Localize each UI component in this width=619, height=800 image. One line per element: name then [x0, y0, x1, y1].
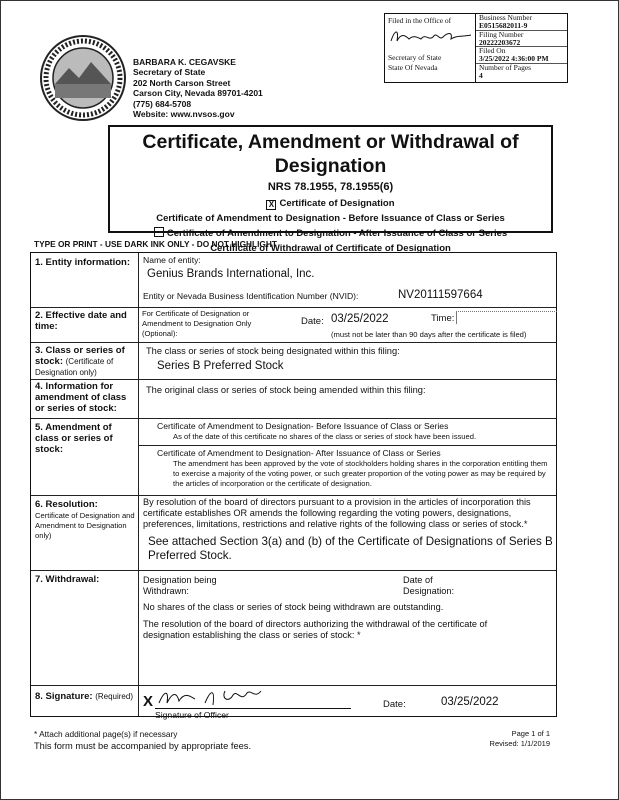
- time-label: Time:: [431, 313, 455, 324]
- section4-label: 4. Information for amendment of class or series of stock:: [35, 381, 127, 414]
- filed-on-label: Filed On: [479, 46, 506, 55]
- withdrawal-resolution-text: The resolution of the board of directors authorizing the withdrawal of the certificate of designation establishing the class or series of stock: *: [143, 619, 488, 640]
- nevada-seal-icon: [39, 34, 127, 122]
- date-label: Date:: [301, 316, 324, 327]
- original-class-field[interactable]: [143, 399, 553, 415]
- section5-label: 5. Amendment of class or series of stock:: [35, 422, 113, 455]
- amendment-before-title: Certificate of Amendment to Designation- Before Issuance of Class or Series: [157, 421, 449, 431]
- secretary-label: Secretary of State: [388, 53, 442, 62]
- designation-date-label[interactable]: Date of Designation:: [403, 575, 455, 596]
- signature-of-officer-label: Signature of Officer: [155, 710, 229, 720]
- phone: (775) 684-5708: [133, 98, 192, 109]
- nvid-field[interactable]: NV20111597664: [398, 289, 483, 301]
- option-label: Certificate of Withdrawal of Certificate of Designation: [210, 243, 451, 254]
- official-name: BARBARA K. CEGAVSKE: [133, 57, 236, 67]
- section3-label: 3. Class or series of stock:: [35, 345, 125, 367]
- attach-note: * Attach additional page(s) if necessary: [34, 729, 178, 739]
- effective-time-field[interactable]: [456, 311, 557, 324]
- filed-on: 3/25/2022 4:36:00 PM: [479, 54, 549, 63]
- pages-label: Number of Pages: [479, 62, 532, 72]
- instruction-text: TYPE OR PRINT - USE DARK INK ONLY - DO NOT HIGHLIGHT: [34, 239, 277, 249]
- secretary-signature-icon: [387, 27, 475, 45]
- business-number: E0515682011-9: [479, 21, 528, 30]
- form-table: [30, 252, 557, 720]
- amendment-after-title: Certificate of Amendment to Designation- After Issuance of Class or Series: [157, 448, 441, 458]
- entity-name-label: Name of entity:: [143, 255, 201, 265]
- resolution-field[interactable]: See attached Section 3(a) and (b) of the Certificate of Designations of Series B Preferred Stock.: [148, 535, 553, 562]
- amendment-before-text: As of the date of this certificate no shares of the class or series of stock have been issued.: [173, 432, 477, 441]
- section7-label: 7. Withdrawal:: [35, 574, 100, 585]
- nrs-reference: NRS 78.1955, 78.1955(6): [267, 181, 394, 193]
- filing-stamp-box: [384, 13, 568, 83]
- filing-number: 20222203672: [479, 37, 521, 47]
- section8-sublabel: (Required): [95, 692, 133, 701]
- nvid-label: Entity or Nevada Business Identification Number (NVID):: [143, 291, 359, 301]
- section3-sublabel: (Certificate of Designation only): [35, 357, 114, 377]
- page-title: Certificate, Amendment or Withdrawal of Designation: [142, 131, 519, 177]
- address-line2: Carson City, Nevada 89701-4201: [133, 88, 263, 99]
- no-shares-text: No shares of the class or series of stock being withdrawn are outstanding.: [143, 602, 444, 612]
- section6-sublabel: Certificate of Designation and Amendment to Designation only): [35, 511, 135, 540]
- website-link[interactable]: Website: www.nvsos.gov: [133, 109, 235, 120]
- original-class-prompt: The original class or series of stock being amended within this filing:: [146, 385, 426, 395]
- revision-date: Revised: 1/1/2019: [489, 738, 550, 748]
- class-designated-field[interactable]: Series B Preferred Stock: [157, 360, 284, 372]
- section8-label: 8. Signature:: [35, 691, 93, 702]
- filed-in-office-label: Filed in the Office of: [388, 16, 452, 25]
- signature-date-label: Date:: [383, 699, 406, 710]
- officer-signature-icon[interactable]: [155, 687, 265, 709]
- state-label: State Of Nevada: [388, 63, 438, 72]
- official-title: Secretary of State: [133, 67, 206, 78]
- option-label: Certificate of Amendment to Designation - Before Issuance of Class or Series: [156, 213, 505, 224]
- signature-date-field[interactable]: 03/25/2022: [441, 696, 499, 708]
- address-line1: 202 North Carson Street: [133, 77, 231, 88]
- fees-note: This form must be accompanied by appropriate fees.: [34, 741, 252, 751]
- filing-number-label: Filing Number: [479, 29, 524, 39]
- signature-x-mark: X: [143, 693, 154, 710]
- class-designated-prompt: The class or series of stock being designated within this filing:: [146, 346, 400, 356]
- amendment-after-issuance-checkbox[interactable]: [154, 227, 164, 237]
- section6-label: 6. Resolution:: [35, 499, 98, 510]
- section1-label: 1. Entity information:: [35, 257, 130, 268]
- effective-date-field[interactable]: 03/25/2022: [331, 313, 389, 325]
- option-label: Certificate of Amendment to Designation - After Issuance of Class or Series: [166, 228, 508, 239]
- page-number: Page 1 of 1: [511, 729, 550, 738]
- effective-date-note: For Certificate of Designation or Amendment to Designation Only (Optional):: [142, 309, 252, 338]
- date-constraint-note: (must not be later than 90 days after the certificate is filed): [331, 330, 527, 339]
- entity-name-field[interactable]: Genius Brands International, Inc.: [147, 268, 315, 280]
- amendment-after-text: The amendment has been approved by the vote of stockholders holding shares in the corporation entitling them to exercise a majority of the voting power, or such greater proportion of the voting power as may be required by the articles of incorporation or the certificate of designation.: [173, 459, 548, 488]
- option-label: Certificate of Designation: [279, 198, 395, 209]
- business-number-label: Business Number: [479, 13, 533, 22]
- section2-label: 2. Effective date and time:: [35, 310, 127, 332]
- designation-withdrawn-label[interactable]: Designation being Withdrawn:: [143, 575, 217, 596]
- certificate-of-designation-checkbox[interactable]: X: [266, 200, 276, 210]
- resolution-text: By resolution of the board of directors pursuant to a provision in the articles of incorporation this certificate establishes OR amends the following regarding the voting powers, designations, preferences, limitations, restrictions and relative rights of the following class or series of stock.*: [143, 497, 531, 529]
- pages-count: 4: [479, 70, 483, 80]
